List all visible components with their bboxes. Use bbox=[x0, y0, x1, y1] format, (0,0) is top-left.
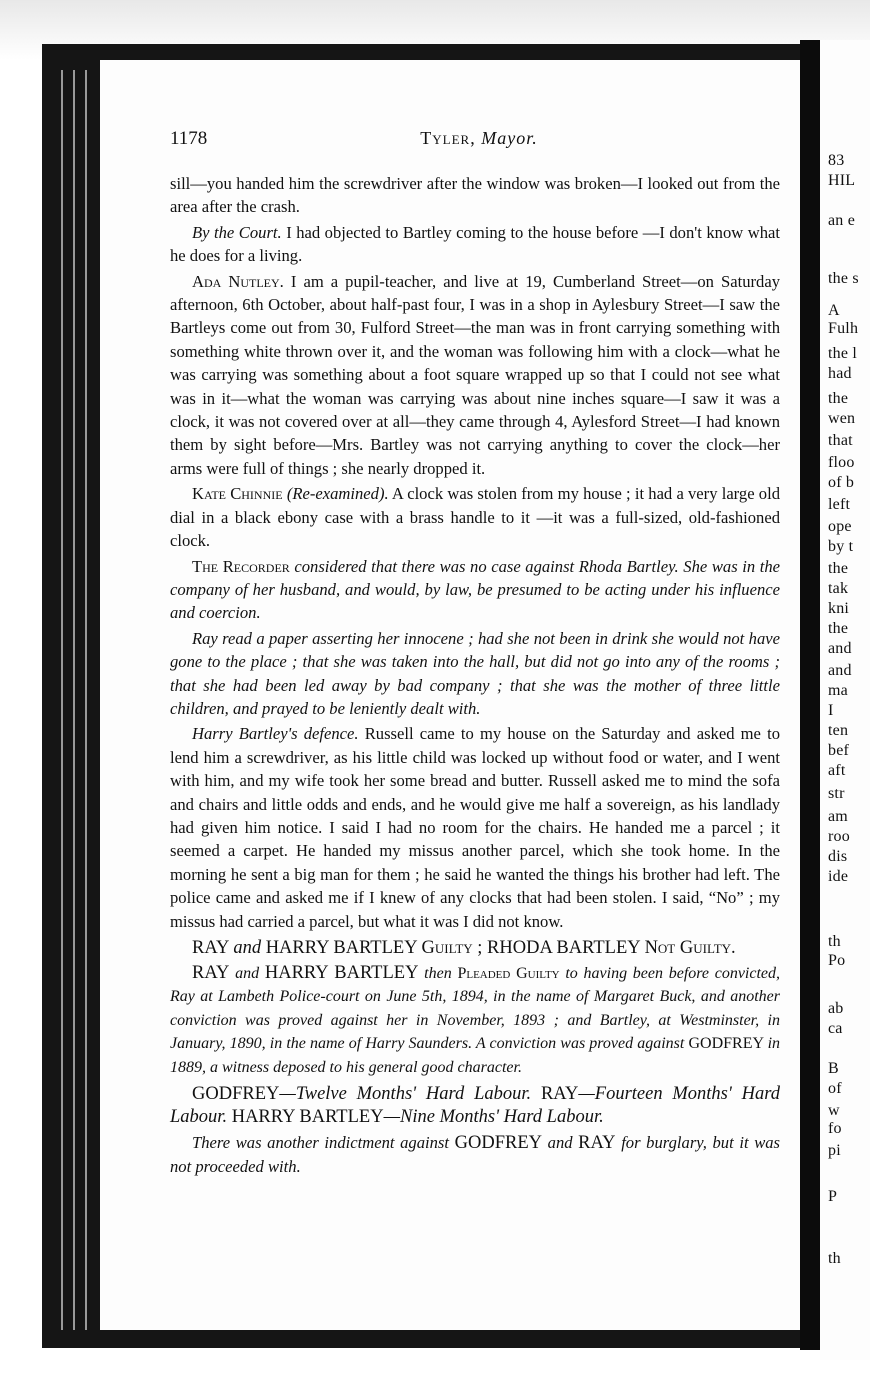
defendant-name: RAY bbox=[192, 938, 229, 958]
facing-page-fragment: the s bbox=[828, 270, 859, 287]
paragraph-recorder bbox=[170, 555, 780, 625]
sentence: —Twelve Months' Hard Labour. bbox=[279, 1084, 532, 1105]
page-edges bbox=[56, 70, 96, 1330]
facing-page-fragment: ma bbox=[828, 682, 848, 699]
facing-page-fragment: the bbox=[828, 560, 849, 577]
paragraph-1: sill—you handed him the screwdriver after the window was broken—I looked out from the area after the crash. bbox=[170, 174, 780, 217]
facing-page-fragment: and bbox=[828, 662, 852, 679]
paragraph-ada-nutley bbox=[170, 270, 780, 481]
running-title bbox=[170, 128, 788, 149]
paragraph-ray-paper: Ray read a paper asserting her innocene ; had she not been in drink she would not have gone to the place ; that she was taken into the hall, but did not go into any of the rooms ; that she had been led away by bad company ; that she was the mother of three little children, and prayed to be leniently dealt with. bbox=[170, 628, 780, 718]
verdict-not-guilty: Not Guilty. bbox=[644, 938, 736, 958]
sentences bbox=[170, 1083, 780, 1129]
speaker: By the Court. bbox=[192, 222, 282, 242]
book-cover-top-edge bbox=[42, 44, 812, 60]
plea: Pleaded Guilty bbox=[457, 965, 560, 982]
speaker: Kate Chinnie bbox=[192, 484, 283, 504]
facing-page-fragment: ca bbox=[828, 1020, 843, 1037]
page-body bbox=[170, 172, 780, 1181]
paragraph-court bbox=[170, 221, 780, 268]
facing-page-fragment: A bbox=[828, 302, 840, 319]
defendant-name: GODFREY bbox=[454, 1133, 542, 1154]
speaker-note: (Re-examined). bbox=[286, 484, 389, 504]
facing-page bbox=[820, 40, 870, 1360]
facing-page-fragment: str bbox=[828, 785, 845, 802]
conjunction: and bbox=[233, 938, 262, 958]
facing-page-fragment: ten bbox=[828, 722, 849, 739]
facing-page-fragment: th bbox=[828, 933, 841, 950]
sentence: —Fourteen Months' Hard Labour. bbox=[170, 1084, 780, 1128]
defendant-name: RHODA BARTLEY bbox=[487, 938, 640, 958]
running-title-role: Mayor. bbox=[481, 128, 538, 148]
defendant-name: GODFREY bbox=[688, 1035, 764, 1053]
facing-page-fragment: the bbox=[828, 620, 849, 637]
defendant-name: GODFREY bbox=[192, 1084, 280, 1105]
facing-page-fragment: pi bbox=[828, 1142, 841, 1159]
facing-page-fragment: 83 bbox=[828, 152, 845, 169]
page-number: 1178 bbox=[170, 128, 208, 149]
facing-page-fragment: Po bbox=[828, 952, 846, 969]
conjunction: and bbox=[547, 1133, 573, 1153]
facing-page-fragment: HIL bbox=[828, 172, 856, 189]
facing-page-fragment: and bbox=[828, 640, 852, 657]
paragraph-text: in 1889, a witness deposed to his general good character. bbox=[170, 1035, 781, 1076]
facing-page-fragment: Fulh bbox=[828, 320, 859, 337]
sentence: —Nine Months' Hard Labour. bbox=[383, 1107, 604, 1128]
facing-page-fragment: the bbox=[828, 390, 849, 407]
verdict-guilty: Guilty ; bbox=[421, 938, 483, 958]
facing-page-fragment: ab bbox=[828, 1000, 844, 1017]
facing-page-fragment: P bbox=[828, 1188, 838, 1205]
facing-page-fragment: had bbox=[828, 365, 852, 382]
document-page bbox=[100, 60, 800, 1330]
conjunction: and bbox=[235, 965, 260, 982]
paragraph-text: A clock was stolen from my house ; it had a very large old dial in a black ebony case with a brass handle to it —it was a full-sized, old-fashioned clock. bbox=[170, 484, 780, 551]
facing-page-fragment: dis bbox=[828, 848, 848, 865]
speaker: Ada Nutley. bbox=[192, 271, 284, 291]
speaker: The Recorder bbox=[192, 556, 290, 576]
paragraph-text: to having been before convicted, Ray at Lambeth Police-court on June 5th, 1894, in the name of Margaret Buck, and another conviction was proved against her in November, 1893 ; and Bartley, at Westminster, in January, 1890, in the name of Harry Saunders. A conviction was proved against bbox=[170, 965, 781, 1053]
page-header bbox=[170, 128, 788, 152]
facing-page-fragment: bef bbox=[828, 742, 850, 759]
facing-page-fragment: of b bbox=[828, 474, 855, 491]
facing-page-fragment: the l bbox=[828, 345, 857, 362]
defendant-name: HARRY BARTLEY bbox=[264, 963, 419, 983]
verdict bbox=[170, 937, 780, 960]
defendant-name: HARRY BARTLEY bbox=[265, 938, 417, 958]
facing-page-fragment: th bbox=[828, 1250, 841, 1267]
facing-page-fragment: kni bbox=[828, 600, 850, 617]
paragraph-text: considered that there was no case against Rhoda Bartley. She was in the company of her husband, and would, by law, be presumed to be acting under his influence and coercion. bbox=[170, 556, 780, 623]
running-title-name: Tyler, bbox=[420, 128, 476, 148]
facing-page-fragment: by t bbox=[828, 538, 854, 555]
facing-page-fragment: w bbox=[828, 1102, 840, 1119]
defendant-name: RAY bbox=[192, 963, 230, 983]
facing-page-fragment: ope bbox=[828, 518, 852, 535]
defendant-name: RAY bbox=[540, 1084, 579, 1105]
paragraph-text: I am a pupil-teacher, and live at 19, Cumberland Street—on Saturday afternoon, 6th October, about half-past four, I was in a shop in Aylesbury Street—I saw the Bartleys come out from 30, Fulford Street—the man was in front carrying something with something white thrown over it, and the woman was following him with a clock—what he was carrying was something about a foot square wrapped up so that I could not see what was in it—what the woman was carrying was about nine inches square—I saw it was a clock, it was not covered over at all—they came through 4, Aylesford Street—I had known them by sight before—Mrs. Bartley was not carrying anything to cover the clock—her arms were full of things ; she nearly dropped it. bbox=[170, 271, 780, 478]
defendant-name: RAY bbox=[578, 1133, 616, 1154]
facing-page-fragment: ide bbox=[828, 868, 849, 885]
book-cover-bottom-edge bbox=[42, 1330, 812, 1348]
defendant-name: HARRY BARTLEY bbox=[231, 1107, 384, 1128]
facing-page-fragment: floo bbox=[828, 454, 855, 471]
facing-page-fragment: B bbox=[828, 1060, 839, 1077]
facing-page-fragment: an e bbox=[828, 212, 856, 229]
paragraph-kate-chinnie bbox=[170, 482, 780, 552]
paragraph-bartley-defence bbox=[170, 722, 780, 933]
facing-page-fragment: tak bbox=[828, 580, 849, 597]
other-indictment bbox=[170, 1131, 780, 1179]
previous-convictions bbox=[170, 962, 780, 1079]
speaker: Harry Bartley's defence. bbox=[192, 724, 359, 744]
facing-page-fragment: left bbox=[828, 496, 851, 513]
facing-page-fragment: aft bbox=[828, 762, 846, 779]
paragraph-text: for burglary, but it was not proceeded with. bbox=[170, 1133, 781, 1177]
facing-page-fragment: that bbox=[828, 432, 853, 449]
book-gutter bbox=[800, 40, 820, 1350]
facing-page-fragment: roo bbox=[828, 828, 850, 845]
facing-page-fragment: of bbox=[828, 1080, 842, 1097]
facing-page-fragment: wen bbox=[828, 410, 856, 427]
conjunction: then bbox=[424, 965, 452, 982]
facing-page-fragment: am bbox=[828, 808, 848, 825]
facing-page-fragment: fo bbox=[828, 1120, 842, 1137]
paragraph-text: Russell came to my house on the Saturday and asked me to lend him a screwdriver, as his little child was locked up without food or water, and I went with him, and my wife took her some bread and butter. Russell asked me to mind the sofa and chairs and little odds and ends, and he would give me half a sovereign, as his landlady had given him notice. I said I had no room for the chairs. He handed me a parcel ; it seemed a carpet. He handed my missus another parcel, which she took home. In the morning he sent a big man for them ; he said he wanted the things his brother had left. The police came and asked me if I knew of any clocks that had been stolen. I said, “No” ; my missus had carried a parcel, but what it was I did not know. bbox=[170, 724, 780, 931]
facing-page-fragment: I bbox=[828, 702, 834, 719]
paragraph-text: I had objected to Bartley coming to the house before —I don't know what he does for a living. bbox=[170, 222, 780, 266]
paragraph-text: There was another indictment against bbox=[192, 1133, 449, 1153]
